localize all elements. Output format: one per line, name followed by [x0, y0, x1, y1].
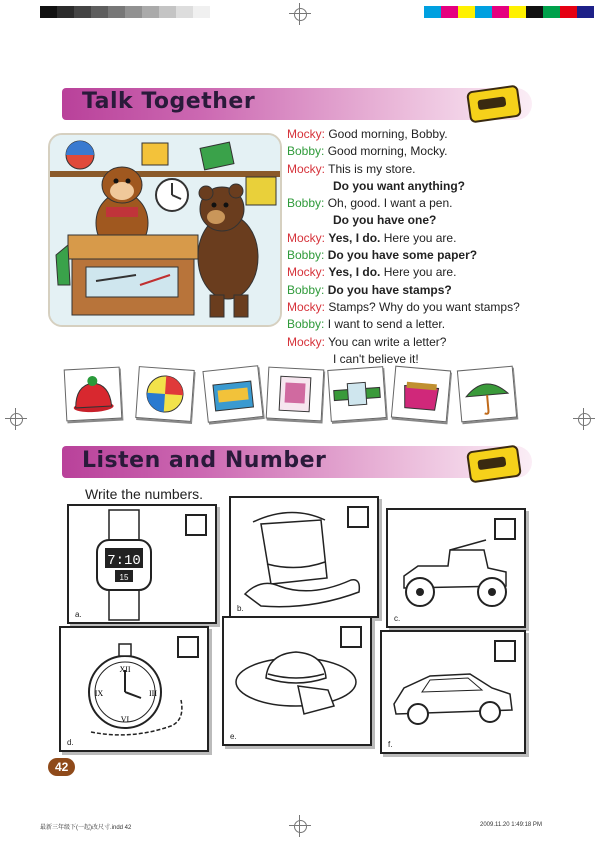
svg-text:VI: VI — [120, 715, 130, 724]
speaker-name: Mocky: — [287, 161, 326, 176]
card-f-modern-car — [380, 630, 526, 754]
grayscale-calibration-bar — [40, 6, 210, 18]
listen-number-title: Listen and Number — [82, 448, 327, 473]
speaker-name: Mocky: — [287, 230, 326, 245]
dialogue — [287, 126, 587, 368]
strip-item-stamps — [266, 367, 325, 422]
registration-mark-left — [5, 408, 27, 430]
grayscale-swatch — [125, 6, 142, 18]
dialogue-line — [287, 351, 587, 368]
strip-item-coin-purse — [391, 366, 451, 423]
dialogue-line — [287, 143, 587, 160]
strip-item-beach-ball — [135, 366, 194, 422]
grayscale-swatch — [176, 6, 193, 18]
talk-together-title: Talk Together — [82, 89, 256, 114]
line-text: You can write a letter? — [325, 334, 447, 349]
grayscale-swatch — [108, 6, 125, 18]
dialogue-line — [287, 212, 587, 229]
strip-item-purse — [202, 365, 263, 423]
answer-box-c[interactable] — [494, 518, 516, 540]
card-letter-b: b. — [237, 604, 244, 613]
speaker-name: Bobby: — [287, 248, 325, 263]
grayscale-swatch — [74, 6, 91, 18]
color-swatch — [560, 6, 577, 18]
dialogue-line — [287, 161, 587, 178]
registration-mark-top — [289, 3, 311, 25]
dialogue-line — [287, 178, 587, 195]
line-text: Stamps? Why do you want stamps? — [325, 299, 520, 314]
strip-item-knit-hat — [64, 367, 123, 422]
watch-date: 15 — [119, 573, 129, 582]
line-bold-text: Yes, I do. — [328, 265, 381, 280]
line-bold-text: Yes, I do. — [328, 230, 381, 245]
dialogue-line — [287, 230, 587, 247]
speaker-name: Bobby: — [287, 144, 325, 159]
color-swatch — [509, 6, 526, 18]
color-swatch — [543, 6, 560, 18]
svg-text:XII: XII — [119, 665, 131, 674]
answer-box-d[interactable] — [177, 636, 199, 658]
card-letter-a: a. — [75, 610, 82, 619]
card-letter-e: e. — [230, 732, 237, 741]
grayscale-swatch — [193, 6, 210, 18]
grayscale-swatch — [57, 6, 74, 18]
answer-box-e[interactable] — [340, 626, 362, 648]
line-text: Oh, good. I want a pen. — [324, 196, 453, 211]
speaker-name: Mocky: — [287, 265, 326, 280]
dialogue-line — [287, 195, 587, 212]
line-text: I want to send a letter. — [324, 317, 446, 332]
shop-items-strip — [57, 368, 527, 428]
card-letter-f: f. — [388, 740, 393, 749]
line-rest-text: Here you are. — [380, 230, 457, 245]
color-swatch — [577, 6, 594, 18]
line-text: Good morning, Mocky. — [324, 144, 448, 159]
color-swatch — [492, 6, 509, 18]
speaker-name: Bobby: — [287, 317, 325, 332]
line-rest-text: Here you are. — [380, 265, 457, 280]
color-swatch — [441, 6, 458, 18]
card-e-sun-hat — [222, 616, 372, 746]
card-letter-d: d. — [67, 738, 74, 747]
line-bold-text: Do you have one? — [333, 213, 437, 228]
line-bold-text: Do you have stamps? — [327, 282, 452, 297]
dialogue-line — [287, 247, 587, 264]
line-text: Good morning, Bobby. — [325, 127, 448, 141]
strip-item-umbrella — [457, 366, 517, 423]
color-swatch — [475, 6, 492, 18]
grayscale-swatch — [40, 6, 57, 18]
answer-box-f[interactable] — [494, 640, 516, 662]
color-swatch — [424, 6, 441, 18]
card-c-old-car — [386, 508, 526, 628]
svg-text:III: III — [149, 689, 157, 698]
speaker-name: Mocky: — [287, 334, 326, 349]
color-calibration-bar — [424, 6, 594, 18]
dialogue-line — [287, 264, 587, 281]
dialogue-line — [287, 334, 587, 351]
registration-mark-bottom — [289, 815, 311, 837]
line-bold-text: Do you want anything? — [333, 178, 465, 193]
footer-timestamp: 2009.11.20 1:49:18 PM — [480, 822, 542, 828]
answer-box-a[interactable] — [185, 514, 207, 536]
color-swatch — [526, 6, 543, 18]
footer-file-info: 最新三年级下(一起)改尺寸.indd 42 — [40, 825, 132, 831]
line-text: I can't believe it! — [333, 351, 419, 366]
grayscale-swatch — [142, 6, 159, 18]
page-number: 42 — [48, 758, 75, 776]
line-bold-text: Do you have some paper? — [327, 248, 478, 263]
dialogue-line — [287, 126, 587, 143]
registration-mark-right — [573, 408, 595, 430]
card-a-watch — [67, 504, 217, 624]
speaker-name: Mocky: — [287, 299, 326, 314]
dialogue-line — [287, 299, 587, 316]
card-d-pocket-watch — [59, 626, 209, 752]
line-text: This is my store. — [325, 161, 416, 176]
grayscale-swatch — [91, 6, 108, 18]
dialogue-line — [287, 316, 587, 333]
speaker-name: Mocky: — [287, 127, 326, 141]
card-b-top-hat — [229, 496, 379, 618]
color-swatch — [458, 6, 475, 18]
svg-text:IX: IX — [94, 689, 104, 698]
answer-box-b[interactable] — [347, 506, 369, 528]
watch-time: 7:10 — [107, 553, 141, 569]
dialogue-line — [287, 282, 587, 299]
card-letter-c: c. — [394, 614, 401, 623]
speaker-name: Bobby: — [287, 282, 325, 297]
store-scene-illustration — [48, 133, 282, 327]
strip-item-wristwatch — [327, 366, 386, 422]
grayscale-swatch — [159, 6, 176, 18]
instruction-text: Write the numbers. — [85, 486, 204, 502]
speaker-name: Bobby: — [287, 196, 325, 211]
